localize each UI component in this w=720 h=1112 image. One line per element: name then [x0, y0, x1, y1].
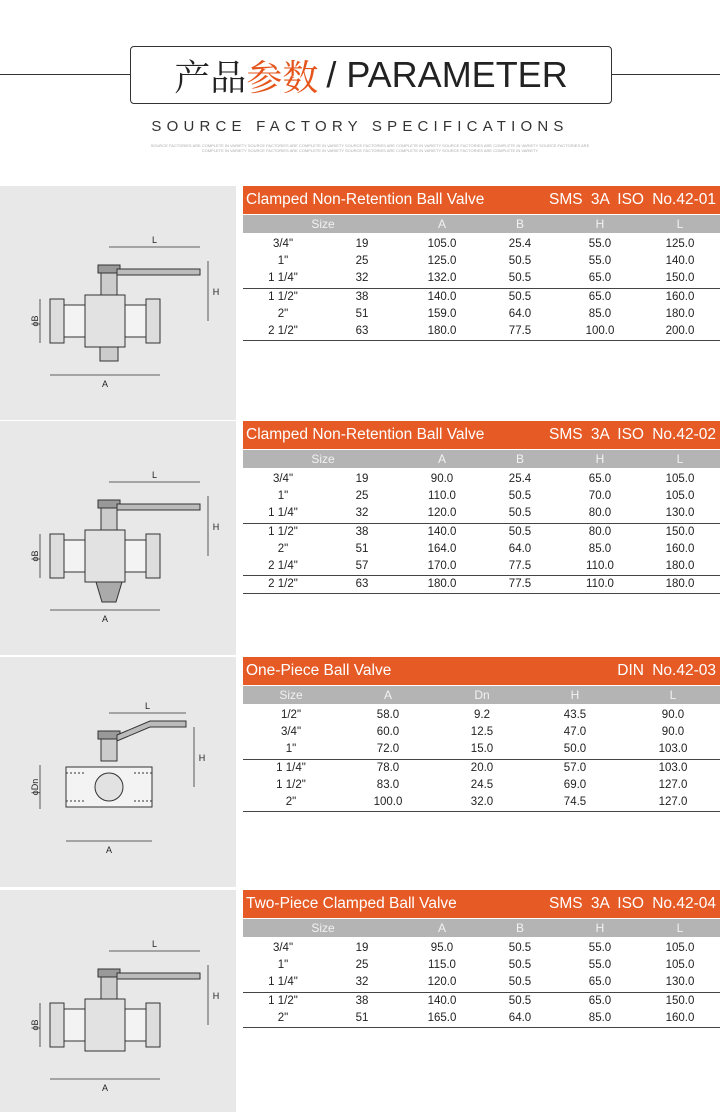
table-cell: 32.0 [470, 795, 494, 808]
table-cell: 85.0 [588, 542, 612, 555]
table-cell: 105.0 [665, 959, 695, 972]
valve-stem [101, 508, 117, 530]
valve-flange-right [146, 534, 160, 578]
valve-drawing [0, 657, 236, 887]
table-cell: 1 1/2" [276, 778, 306, 791]
table-cell: 165.0 [427, 1011, 457, 1024]
table-cell: 55.0 [588, 238, 612, 250]
table-cell: 180.0 [665, 578, 695, 591]
table-cell: 90.0 [661, 726, 685, 739]
spec-table-body [243, 940, 720, 1027]
product-number: No.42-04 [652, 895, 716, 912]
table-bottom-rule [243, 1027, 720, 1028]
valve-handle [117, 721, 186, 741]
valve-center [85, 530, 125, 582]
dim-label-A: A [101, 379, 109, 389]
table-cell: 15.0 [470, 743, 494, 756]
page-title [130, 46, 612, 104]
table-cell: 1 1/2" [268, 525, 298, 538]
table-cell: 70.0 [588, 490, 612, 503]
table-cell: 164.0 [427, 542, 457, 555]
table-cell: 65.0 [588, 272, 612, 285]
table-cell: 140.0 [427, 994, 457, 1007]
product-number: No.42-03 [652, 662, 716, 679]
table-cell: 25.4 [508, 473, 532, 485]
dim-label-H: H [212, 522, 220, 532]
product-drawing-panel [0, 186, 236, 420]
table-row [243, 270, 720, 287]
dim-label-L: L [151, 470, 158, 480]
table-cell: 65.0 [588, 994, 612, 1007]
table-row [243, 759, 720, 777]
column-header: B [515, 452, 525, 466]
table-cell: 127.0 [658, 778, 688, 791]
table-cell: 90.0 [661, 709, 685, 721]
table-cell: 180.0 [665, 559, 695, 572]
table-cell: 78.0 [376, 761, 400, 774]
table-cell: 1" [277, 959, 289, 972]
table-cell: 58.0 [376, 709, 400, 721]
table-cell: 1 1/2" [268, 290, 298, 303]
table-cell: 2 1/4" [268, 559, 298, 572]
table-row [243, 253, 720, 270]
spec-table-body [243, 707, 720, 811]
valve-stem [101, 977, 117, 999]
table-cell: 63 [355, 578, 369, 591]
column-header: H [595, 452, 605, 466]
column-header: H [595, 217, 605, 231]
table-cell: 50.5 [508, 507, 532, 520]
table-cell: 85.0 [588, 1011, 612, 1024]
table-row [243, 541, 720, 558]
table-cell: 38 [355, 290, 369, 303]
valve-flange-left [50, 534, 64, 578]
table-cell: 3/4" [272, 473, 294, 485]
table-cell: 110.0 [586, 559, 614, 572]
table-cell: 105.0 [665, 473, 695, 485]
table-cell: 1 1/4" [268, 272, 298, 285]
dim-label-D: ϕB [30, 1019, 40, 1031]
page-subtitle: SOURCE FACTORY SPECIFICATIONS [151, 118, 569, 135]
table-cell: 50.5 [508, 942, 532, 954]
table-row [243, 707, 720, 724]
product-standard: SMS 3A ISO [548, 191, 644, 208]
valve-drawing [0, 890, 236, 1112]
table-cell: 159.0 [427, 307, 457, 320]
product-title-bar [243, 657, 720, 685]
table-cell: 1 1/4" [268, 507, 298, 520]
product-number: No.42-02 [652, 426, 716, 443]
table-cell: 38 [355, 994, 369, 1007]
table-cell: 19 [355, 473, 369, 485]
table-row [243, 558, 720, 575]
table-row [243, 471, 720, 488]
table-cell: 140.0 [427, 525, 457, 538]
table-cell: 105.0 [665, 942, 695, 954]
table-cell: 110.0 [586, 578, 614, 591]
table-cell: 25 [355, 490, 369, 503]
table-cell: 50.5 [508, 976, 532, 989]
table-cell: 80.0 [588, 507, 612, 520]
table-cell: 120.0 [427, 507, 457, 520]
table-cell: 80.0 [588, 525, 612, 538]
table-cell: 50.0 [563, 743, 587, 756]
table-cell: 55.0 [588, 255, 612, 268]
valve-flange-right [146, 299, 160, 343]
spec-table-body [243, 236, 720, 340]
table-cell: 103.0 [658, 743, 688, 756]
table-row [243, 1010, 720, 1027]
table-cell: 200.0 [665, 324, 695, 337]
title-rule-right [612, 74, 720, 75]
valve-drain-knob [96, 582, 122, 602]
table-cell: 50.5 [508, 525, 532, 538]
valve-handle [117, 269, 200, 275]
product-section-42-04 [0, 890, 720, 1112]
table-cell: 77.5 [508, 559, 532, 572]
table-cell: 2 1/2" [268, 578, 298, 591]
table-cell: 150.0 [665, 272, 695, 285]
dim-label-H: H [212, 991, 220, 1001]
dim-label-L: L [144, 701, 151, 711]
column-header: B [515, 921, 525, 935]
column-header: A [437, 217, 447, 231]
table-row [243, 741, 720, 758]
table-row [243, 236, 720, 253]
table-cell: 140.0 [665, 255, 695, 268]
valve-drain [100, 347, 118, 361]
table-cell: 51 [355, 542, 369, 555]
table-bottom-rule [243, 593, 720, 594]
table-cell: 2" [277, 542, 289, 555]
table-cell: 77.5 [508, 578, 532, 591]
table-cell: 3/4" [280, 726, 302, 739]
column-header: H [595, 921, 605, 935]
column-header: Size [311, 217, 335, 231]
dim-label-A: A [101, 1083, 109, 1093]
table-cell: 9.2 [474, 709, 490, 721]
column-header: Dn [474, 688, 490, 702]
table-cell: 32 [355, 976, 369, 989]
dim-label-L: L [151, 939, 158, 949]
table-cell: 50.5 [508, 959, 532, 972]
product-drawing-panel [0, 890, 236, 1112]
table-cell: 20.0 [470, 761, 494, 774]
table-cell: 127.0 [658, 795, 688, 808]
title-rule-left [0, 74, 130, 75]
table-cell: 85.0 [588, 307, 612, 320]
dim-label-H: H [212, 287, 220, 297]
valve-flange-left [50, 1003, 64, 1047]
column-header: A [383, 688, 393, 702]
table-cell: 90.0 [430, 473, 454, 485]
dim-label-A: A [105, 845, 113, 855]
product-title-bar [243, 186, 720, 214]
table-cell: 140.0 [427, 290, 457, 303]
table-cell: 51 [355, 307, 369, 320]
product-standard: DIN [617, 662, 644, 679]
table-cell: 50.5 [508, 290, 532, 303]
valve-center [85, 295, 125, 347]
table-cell: 55.0 [588, 959, 612, 972]
fine-print: SOURCE FACTORIES ARE COMPLETE IN VARIETY SOURCE FACTORIES ARE COMPLETE IN VARIETY SOURCE FACTORIES ARE COMPLETE IN VARIETY SOURCE FACTORIES ARE COMPLETE IN VARIETY SOURCE FACTORIES ARE COMPLETE IN VARIETY SOURCE FACTORIES ARE COMPLETE IN VARIETY SOURCE FACTORIES ARE COMPLETE IN VARIETY SOURCE FACTORIES ARE COMPLETE IN VARIETY [150, 143, 590, 153]
product-name: Clamped Non-Retention Ball Valve [246, 191, 485, 208]
product-standard: SMS 3A ISO [548, 895, 644, 912]
table-cell: 1" [277, 255, 289, 268]
table-row [243, 940, 720, 957]
table-cell: 32 [355, 507, 369, 520]
table-cell: 65.0 [588, 290, 612, 303]
dim-label-D: ϕDn [30, 778, 40, 796]
column-header: Size [311, 921, 335, 935]
table-cell: 57.0 [563, 761, 587, 774]
valve-flange-left [50, 299, 64, 343]
column-header: L [676, 452, 684, 466]
column-header: Size [311, 452, 335, 466]
table-cell: 2" [277, 307, 289, 320]
table-cell: 64.0 [508, 1011, 532, 1024]
table-row [243, 575, 720, 593]
table-cell: 83.0 [376, 778, 400, 791]
column-header: L [676, 217, 684, 231]
table-cell: 50.5 [508, 994, 532, 1007]
product-title-bar [243, 421, 720, 449]
table-cell: 2" [277, 1011, 289, 1024]
table-cell: 50.5 [508, 255, 532, 268]
column-header: H [570, 688, 580, 702]
table-row [243, 505, 720, 522]
table-row [243, 957, 720, 974]
table-cell: 95.0 [430, 942, 454, 954]
title-en: / PARAMETER [326, 54, 568, 95]
column-header: A [437, 921, 447, 935]
table-cell: 1" [285, 743, 297, 756]
product-standard: SMS 3A ISO [548, 426, 644, 443]
table-cell: 100.0 [585, 324, 615, 337]
table-cell: 69.0 [563, 778, 587, 791]
table-cell: 25.4 [508, 238, 532, 250]
table-cell: 63 [355, 324, 369, 337]
product-title-bar [243, 890, 720, 918]
table-row [243, 974, 720, 991]
table-cell: 74.5 [563, 795, 587, 808]
title-cn-part-a: 产品 [174, 56, 247, 98]
table-header-row [243, 215, 720, 233]
table-cell: 110.0 [428, 490, 456, 503]
table-cell: 115.0 [428, 959, 456, 972]
table-cell: 19 [355, 238, 369, 250]
table-cell: 19 [355, 942, 369, 954]
table-cell: 105.0 [427, 238, 457, 250]
table-row [243, 306, 720, 323]
table-cell: 24.5 [470, 778, 494, 791]
table-cell: 160.0 [665, 1011, 695, 1024]
valve-stem [101, 739, 117, 761]
product-section-42-02 [0, 421, 720, 655]
table-cell: 57 [355, 559, 369, 572]
table-cell: 51 [355, 1011, 369, 1024]
table-cell: 25 [355, 959, 369, 972]
valve-stem [101, 273, 117, 295]
product-name: One-Piece Ball Valve [246, 662, 392, 679]
table-cell: 2 1/2" [268, 324, 298, 337]
table-cell: 1/2" [280, 709, 302, 721]
valve-drawing [0, 421, 236, 655]
table-cell: 103.0 [658, 761, 688, 774]
valve-drawing [0, 186, 236, 420]
table-cell: 180.0 [427, 578, 457, 591]
table-bottom-rule [243, 811, 720, 812]
dim-label-H: H [198, 753, 206, 763]
table-cell: 105.0 [665, 490, 695, 503]
table-cell: 125.0 [665, 238, 695, 250]
table-row [243, 323, 720, 340]
table-row [243, 724, 720, 741]
valve-ball [95, 773, 123, 801]
table-cell: 25 [355, 255, 369, 268]
table-bottom-rule [243, 340, 720, 341]
column-header: A [437, 452, 447, 466]
table-cell: 55.0 [588, 942, 612, 954]
table-cell: 160.0 [665, 290, 695, 303]
table-cell: 64.0 [508, 307, 532, 320]
page-header [0, 0, 720, 186]
table-cell: 38 [355, 525, 369, 538]
product-section-42-03 [0, 657, 720, 887]
table-row [243, 777, 720, 794]
product-drawing-panel [0, 421, 236, 655]
table-cell: 60.0 [376, 726, 400, 739]
table-cell: 50.5 [508, 490, 532, 503]
table-cell: 132.0 [427, 272, 457, 285]
valve-center [85, 999, 125, 1051]
table-cell: 3/4" [272, 238, 294, 250]
table-cell: 65.0 [588, 473, 612, 485]
product-name: Two-Piece Clamped Ball Valve [246, 895, 457, 912]
table-cell: 50.5 [508, 272, 532, 285]
spec-table-body [243, 471, 720, 593]
table-cell: 150.0 [665, 994, 695, 1007]
dim-label-L: L [151, 235, 158, 245]
column-header: B [515, 217, 525, 231]
product-section-42-01 [0, 186, 720, 420]
table-cell: 64.0 [508, 542, 532, 555]
table-cell: 77.5 [508, 324, 532, 337]
column-header: L [669, 688, 677, 702]
dim-label-D: ϕB [30, 550, 40, 562]
table-cell: 1 1/2" [268, 994, 298, 1007]
table-cell: 1" [277, 490, 289, 503]
table-cell: 3/4" [272, 942, 294, 954]
column-header: Size [279, 688, 303, 702]
table-cell: 1 1/4" [268, 976, 298, 989]
product-drawing-panel [0, 657, 236, 887]
table-cell: 120.0 [427, 976, 457, 989]
table-header-row [243, 919, 720, 937]
valve-handle [117, 504, 200, 510]
table-cell: 150.0 [665, 525, 695, 538]
column-header: L [676, 921, 684, 935]
product-number: No.42-01 [652, 191, 716, 208]
table-cell: 47.0 [563, 726, 587, 739]
table-cell: 130.0 [665, 976, 695, 989]
table-cell: 125.0 [427, 255, 457, 268]
table-header-row [243, 686, 720, 704]
valve-handle [117, 973, 200, 979]
table-cell: 160.0 [665, 542, 695, 555]
table-cell: 100.0 [373, 795, 403, 808]
table-cell: 32 [355, 272, 369, 285]
table-cell: 72.0 [376, 743, 400, 756]
table-row [243, 992, 720, 1010]
title-cn-part-b: 参数 [246, 56, 319, 98]
dim-label-A: A [101, 614, 109, 624]
table-row [243, 794, 720, 811]
table-cell: 1 1/4" [276, 761, 306, 774]
table-cell: 2" [285, 795, 297, 808]
table-cell: 43.5 [563, 709, 587, 721]
table-cell: 65.0 [588, 976, 612, 989]
valve-flange-right [146, 1003, 160, 1047]
table-cell: 180.0 [665, 307, 695, 320]
table-header-row [243, 450, 720, 468]
dim-label-D: ϕB [30, 315, 40, 327]
table-cell: 130.0 [665, 507, 695, 520]
table-row [243, 488, 720, 505]
table-row [243, 523, 720, 541]
table-cell: 12.5 [470, 726, 494, 739]
table-cell: 170.0 [427, 559, 457, 572]
table-row [243, 288, 720, 306]
product-name: Clamped Non-Retention Ball Valve [246, 426, 485, 443]
table-cell: 180.0 [427, 324, 457, 337]
